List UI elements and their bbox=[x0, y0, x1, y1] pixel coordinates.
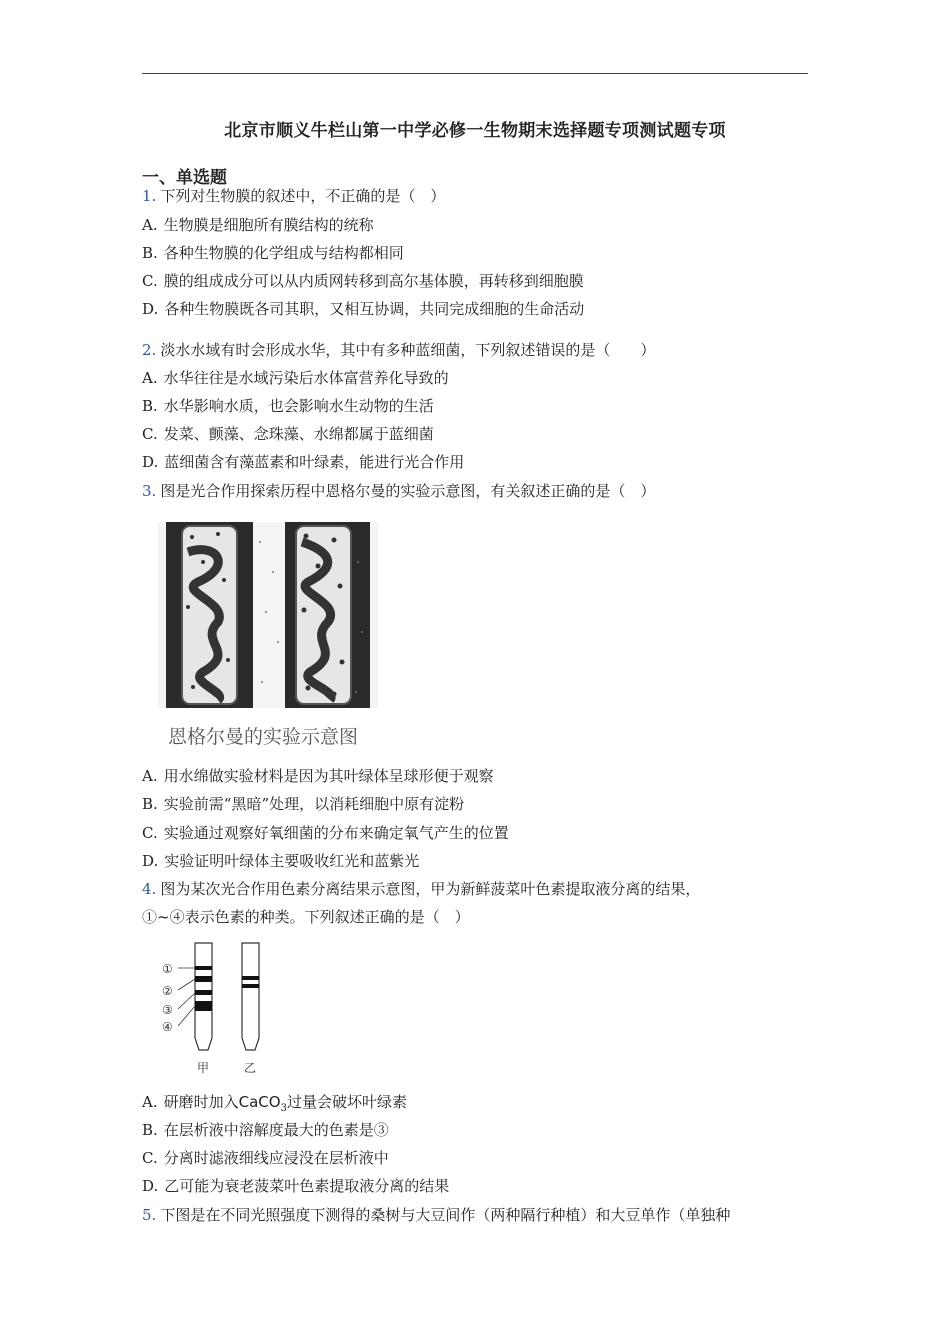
question-5-stem: 5. 下图是在不同光照强度下测得的桑树与大豆间作（两种隔行种植）和大豆单作（单独种 bbox=[142, 1206, 731, 1224]
label-circled-3: ③ bbox=[162, 1003, 173, 1017]
pigment-separation-figure bbox=[150, 938, 280, 1078]
label-circled-1: ① bbox=[162, 962, 173, 976]
filter-strip-yi bbox=[242, 943, 259, 1050]
question-4-stem: 4. 图为某次光合作用色素分离结果示意图，甲为新鲜菠菜叶色素提取液分离的结果， bbox=[142, 880, 701, 898]
page-title: 北京市顺义牛栏山第一中学必修一生物期末选择题专项测试题专项 bbox=[224, 121, 726, 141]
label-circled-2: ② bbox=[162, 984, 173, 998]
filter-strip-jia bbox=[195, 943, 212, 1050]
question-3-option-c: C. 实验通过观察好氧细菌的分布来确定氧气产生的位置 bbox=[142, 824, 509, 842]
question-4-option-b: B. 在层析液中溶解度最大的色素是③ bbox=[142, 1121, 389, 1139]
question-2-option-b: B. 水华影响水质，也会影响水生动物的生活 bbox=[142, 397, 434, 415]
label-yi: 乙 bbox=[244, 1061, 257, 1075]
algae-filament-left bbox=[182, 526, 237, 704]
header-rule bbox=[142, 73, 808, 74]
algae-filament-right bbox=[296, 526, 351, 704]
question-3-option-d: D. 实验证明叶绿体主要吸收红光和蓝紫光 bbox=[142, 852, 420, 870]
question-1-option-c: C. 膜的组成成分可以从内质网转移到高尔基体膜，再转移到细胞膜 bbox=[142, 272, 584, 290]
question-2-option-d: D. 蓝细菌含有藻蓝素和叶绿素，能进行光合作用 bbox=[142, 453, 465, 471]
label-jia: 甲 bbox=[197, 1061, 210, 1075]
question-4-stem-cont: ①~④表示色素的种类。下列叙述正确的是（ ） bbox=[142, 908, 470, 926]
question-2-stem: 2. 淡水水域有时会形成水华，其中有多种蓝细菌，下列叙述错误的是（ ） bbox=[142, 341, 656, 359]
question-number: 4. bbox=[142, 880, 157, 898]
engelmann-experiment-figure bbox=[158, 522, 378, 708]
question-1-stem: 1. 下列对生物膜的叙述中，不正确的是（ ） bbox=[142, 187, 446, 205]
question-number: 1. bbox=[142, 187, 157, 205]
question-4-option-a: A. 研磨时加入CaCO$_3$过量会破坏叶绿素 bbox=[142, 1093, 407, 1114]
question-1-option-b: B. 各种生物膜的化学组成与结构都相同 bbox=[142, 244, 404, 262]
question-3-option-a: A. 用水绵做实验材料是因为其叶绿体呈球形便于观察 bbox=[142, 767, 494, 785]
figure-caption: 恩格尔曼的实验示意图 bbox=[168, 726, 359, 748]
question-3-option-b: B. 实验前需“黑暗”处理，以消耗细胞中原有淀粉 bbox=[142, 795, 465, 813]
question-number: 2. bbox=[142, 341, 157, 359]
question-1-option-a: A. 生物膜是细胞所有膜结构的统称 bbox=[142, 216, 374, 234]
question-number: 5. bbox=[142, 1206, 157, 1224]
question-3-stem: 3. 图是光合作用探索历程中恩格尔曼的实验示意图，有关叙述正确的是（ ） bbox=[142, 482, 656, 500]
question-4-option-d: D. 乙可能为衰老菠菜叶色素提取液分离的结果 bbox=[142, 1177, 450, 1195]
question-2-option-c: C. 发菜、颤藻、念珠藻、水绵都属于蓝细菌 bbox=[142, 425, 434, 443]
section-heading: 一、单选题 bbox=[142, 168, 227, 188]
question-number: 3. bbox=[142, 482, 157, 500]
question-2-option-a: A. 水华往往是水域污染后水体富营养化导致的 bbox=[142, 369, 449, 387]
question-4-option-c: C. 分离时滤液细线应浸没在层析液中 bbox=[142, 1149, 389, 1167]
question-1-option-d: D. 各种生物膜既各司其职，又相互协调，共同完成细胞的生命活动 bbox=[142, 300, 585, 318]
label-circled-4: ④ bbox=[162, 1020, 173, 1034]
